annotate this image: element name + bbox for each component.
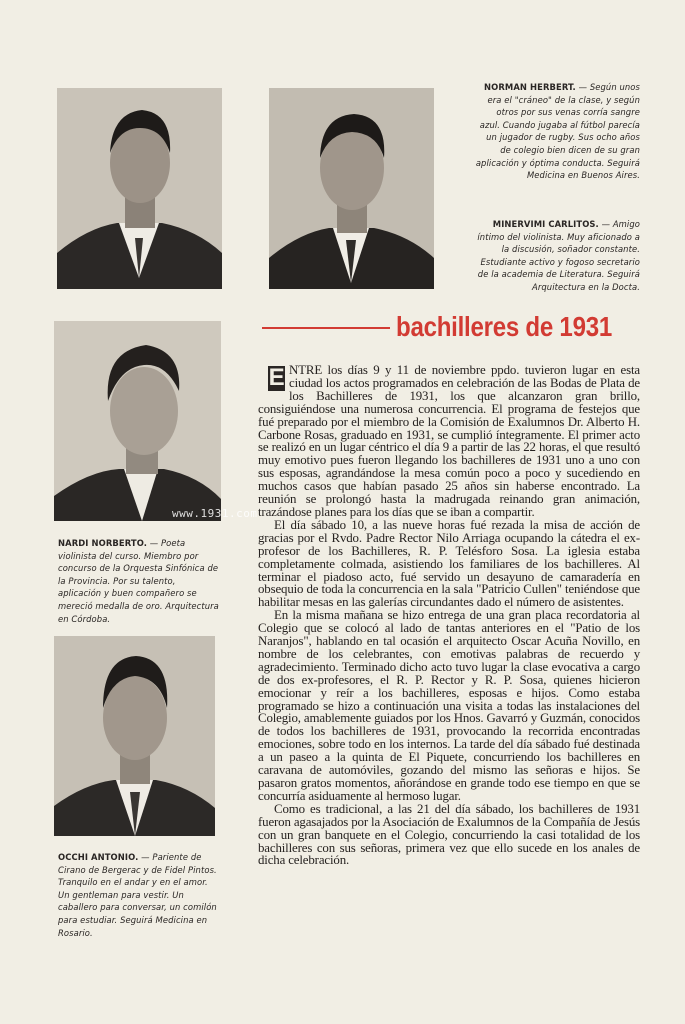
caption-text: — Pariente de Cirano de Bergerac y de Fidel Pintos. Tranquilo en el andar y en el amor. Un gentleman para vestir. Un caballero para conversar, un comilón para estudiar. Seguirá Medicina en Rosario.	[58, 852, 217, 938]
article-title	[262, 310, 662, 346]
watermark-text: www.1931.com	[172, 507, 258, 520]
caption-name: NARDI NORBERTO.	[58, 538, 148, 548]
caption-nardi-norberto	[58, 537, 220, 625]
title-text: bachilleres de 1931	[396, 311, 612, 342]
caption-text: — Según unos era el "cráneo" de la clase, y según otros por sus venas corría sangre azul. Cuando jugaba al fútbol parecía un jugador de rugby. Sus ocho años de colegio bien dicen de su gran aplicación y óptima conducta. Seguirá Medicina en Buenos Aires.	[475, 82, 640, 181]
caption-occhi-antonio	[58, 851, 220, 939]
article-paragraph-3: En la misma mañana se hizo entrega de una gran placa recordatoria al Colegio que se colocó al lado de tantas anteriores en el "Patio de los Naranjos", hablando en tal ocasión el arquitecto Oscar Acuña Novillo, en nombre de los celebrantes, con emotivas palabras de recuerdo y agradecimiento. Terminado dicho acto tuvo lugar la clase evocativa a cargo de dos ex-profesores, el R. P. Rector y R. P. Sosa, quienes hicieron emocionar y reír a los bachilleres, esposas e hijos. Como estaba programado se hizo a continuación una visita a todas las instalaciones del Colegio, amablemente guiados por los Hnos. Gavarró y Guzmán, conocidos de todos los bachilleres de 1931, provocando la recorrida encontradas emociones, sobre todo en los internos. La tarde del día sábado fué destinada a un paseo a la quinta de El Piquete, concurriendo los bachilleres en caravana de automóviles, gozando del mismo las señoras e hijos. Se pasaron gratos momentos, añorándose en grande todo ese tiempo en que se concurría asiduamente al hermoso lugar.	[258, 608, 640, 803]
caption-text: — Poeta violinista del curso. Miembro por concurso de la Orquesta Sinfónica de la Provincia. Por su talento, aplicación y buen compañero se mereció medalla de oro. Arquitectura en Córdoba.	[58, 538, 219, 624]
caption-minervimi-carlitos	[474, 218, 640, 294]
title-rule	[262, 327, 390, 329]
article-body	[258, 364, 640, 867]
caption-norman-herbert	[474, 81, 640, 182]
caption-name: NORMAN HERBERT.	[484, 82, 576, 92]
article-paragraph-4: Como es tradicional, a las 21 del día sábado, los bachilleres de 1931 fueron agasajados por la Asociación de Exalumnos de la Compañía de Jesús con un gran banquete en el Colegio, concurriendo la casi totalidad de los bachilleres con sus señoras, primera vez que ello sucede en los anales de dicha celebración.	[258, 801, 640, 868]
drop-cap: E	[268, 364, 285, 391]
portrait-photo-2	[269, 88, 434, 289]
paragraph-text: NTRE los días 9 y 11 de noviembre ppdo. tuvieron lugar en esta ciudad los actos programados en celebración de las Bodas de Plata de los Bachilleres de 1931, los que alcanzaron gran brillo, consiguiéndose una numerosa concurrencia. El programa de festejos que fué preparado por el miembro de la Comisión de Exalumnos Dr. Alberto H. Carbone Rosas, graduado en 1931, se cumplió íntegramente. El primer acto se realizó en un lugar céntrico el día 9 a partir de las 22 horas, el que resultó muy emotivo pues fueron llegando los bachilleres de 1931 uno a uno con sus esposas, agrandándose la mesa común poco a poco y sucediendo en muchos casos que habían pasado 25 años sin haberse encontrado. La reunión se prolongó hasta la madrugada reinando gran animación, trazándose planes para los días que se iban a compartir.	[258, 363, 640, 519]
caption-text: — Amigo íntimo del violinista. Muy aficionado a la discusión, soñador constante. Estudiante activo y fogoso secretario de la academia de Literatura. Seguirá Arquitectura en la Docta.	[477, 219, 640, 292]
article-paragraph-1	[258, 364, 640, 519]
portrait-photo-3	[54, 321, 221, 521]
portrait-photo-4	[54, 636, 215, 836]
article-paragraph-2: El día sábado 10, a las nueve horas fué rezada la misa de acción de gracias por el Rvdo. Padre Rector Nilo Arriaga ocupando la cátedra el ex-profesor de los Bachilleres, R. P. Telésforo Sosa. La iglesia estaba completamente colmada, asistiendo los familiares de los bachilleres. Al terminar el piadoso acto, fué servido un desayuno de camaradería en obsequio de toda la concurrencia en la sala "Patricio Cullen" teniéndose que habilitar mesas en las galerías circundantes dado el número de asistentes.	[258, 517, 640, 610]
portrait-photo-1	[57, 88, 222, 289]
caption-name: MINERVIMI CARLITOS.	[492, 219, 599, 229]
caption-name: OCCHI ANTONIO.	[58, 852, 139, 862]
